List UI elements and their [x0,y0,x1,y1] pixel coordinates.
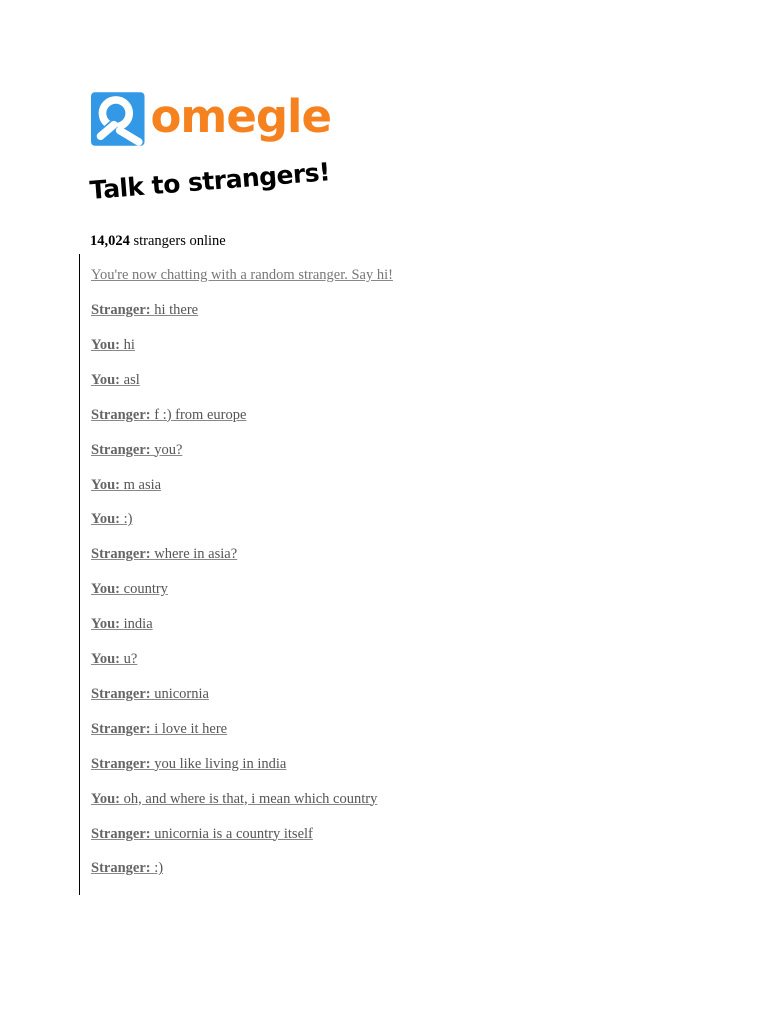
logo-wordmark: omegle [150,89,331,143]
message-text: :) [123,511,133,528]
message-speaker: Stranger: [91,860,151,877]
message-text: unicornia [154,685,209,702]
message-speaker: You: [91,790,121,807]
chat-log [79,254,680,895]
online-count [90,233,226,250]
omegle-logo-icon [91,91,145,147]
chat-message [91,756,286,773]
chat-message [91,442,182,459]
message-speaker: Stranger: [91,685,151,702]
message-text: u? [123,651,138,667]
chat-message [91,721,227,738]
message-speaker: Stranger: [91,406,151,423]
chat-message [91,860,163,877]
chat-message [91,826,313,843]
message-text: asl [123,371,140,388]
message-text: country [123,581,168,598]
message-text: india [123,616,153,633]
message-speaker: You: [91,336,121,353]
message-text: hi there [154,302,199,318]
message-speaker: You: [91,476,121,493]
message-speaker: You: [91,581,121,598]
message-speaker: Stranger: [91,546,151,563]
message-text: you like living in india [154,755,287,772]
message-text: i love it here [154,720,228,737]
message-text: f :) from europe [154,406,247,423]
message-speaker: Stranger: [91,302,151,318]
page-tagline: Talk to strangers! [88,157,331,205]
chat-message [91,302,198,319]
message-text: you? [154,441,183,458]
message-speaker: You: [91,511,121,528]
chat-message [91,546,237,563]
chat-message [91,477,161,494]
message-speaker: Stranger: [91,441,151,458]
chat-message [91,372,140,389]
chat-message [91,407,246,424]
message-text: where in asia? [154,546,238,563]
message-speaker: You: [91,616,121,633]
chat-message [91,581,168,598]
chat-message [91,686,209,703]
message-speaker: You: [91,651,121,667]
chat-message [91,616,153,633]
online-count-number: 14,024 [90,233,130,249]
message-text: oh, and where is that, i mean which country [123,790,378,807]
message-text: :) [154,860,164,877]
message-speaker: You: [91,371,121,388]
message-speaker: Stranger: [91,720,151,737]
message-text: m asia [123,476,162,493]
chat-status-message: You're now chatting with a random stranger. Say hi! [91,267,393,283]
message-text: unicornia is a country itself [154,825,313,842]
message-text: hi [123,336,135,353]
message-speaker: Stranger: [91,755,151,772]
chat-message [91,791,377,808]
chat-message [91,511,133,528]
online-count-label: strangers online [133,233,226,249]
chat-message [91,337,135,354]
chat-message [91,651,137,668]
message-speaker: Stranger: [91,825,151,842]
omegle-logo[interactable] [91,88,331,150]
